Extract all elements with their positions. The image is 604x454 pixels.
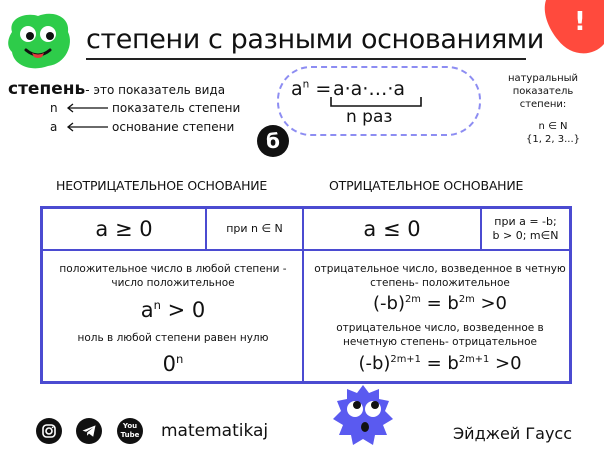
- odd-power-formula: $(-b)^{2m+1} = b^{2m+1} >0$: [358, 353, 522, 374]
- instagram-icon[interactable]: [36, 418, 62, 444]
- section-header-nonnegative: НЕОТРИЦАТЕЛЬНОЕ ОСНОВАНИЕ: [56, 178, 268, 193]
- legend-row-base: [50, 120, 234, 134]
- svg-text:!: !: [574, 7, 586, 37]
- positive-rule-formula: $a^n > 0$: [140, 298, 206, 322]
- formula-under-label: n раз: [346, 107, 393, 127]
- condition-negative: a ≤ 0: [363, 217, 421, 241]
- legend-label: показатель степени: [112, 101, 241, 115]
- legend-symbol: n: [50, 101, 58, 115]
- condition-note-right: при a = -b; b > 0; m∈N: [492, 215, 559, 242]
- section-header-negative: ОТРИЦАТЕЛЬНОЕ ОСНОВАНИЕ: [329, 178, 524, 193]
- brand-name: Эйджей Гаусс: [453, 424, 572, 443]
- legend-symbol: a: [50, 120, 58, 134]
- arrow-left-icon: [66, 103, 108, 113]
- condition-nonnegative: a ≥ 0: [95, 217, 153, 241]
- arrow-left-icon: [66, 122, 108, 132]
- table-divider-horizontal: [43, 249, 569, 251]
- natural-set: n ∈ N {1, 2, 3...}: [525, 121, 581, 145]
- title-underline: [86, 58, 526, 60]
- formula-product: a·a·…·a: [333, 78, 406, 100]
- logo-badge: б: [257, 125, 289, 157]
- condition-note-left: при n ∈ N: [226, 222, 283, 235]
- blue-mascot-icon: [333, 383, 393, 449]
- exclamation-icon: [540, 0, 604, 58]
- natural-exponent-note: натуральный показатель степени:: [507, 73, 579, 110]
- legend-row-exponent: [50, 101, 240, 115]
- legend-label: основание степени: [112, 120, 235, 134]
- page-title: степени с разными основаниями: [86, 24, 544, 55]
- positive-rule-text: положительное число в любой степени - число положительное: [59, 263, 287, 289]
- social-handle[interactable]: matematikaj: [161, 421, 269, 441]
- green-mascot-icon: [4, 10, 76, 72]
- rules-table: [40, 206, 572, 384]
- zero-rule-formula: 0$^n$: [162, 352, 184, 376]
- even-power-formula: $(-b)^{2m} = b^{2m} >0$: [373, 293, 507, 314]
- telegram-icon[interactable]: [76, 418, 102, 444]
- even-power-rule-text: отрицательное число, возведенное в четную степень- положительное: [314, 263, 566, 289]
- formula-lhs: $a^n$ =: [291, 78, 332, 100]
- odd-power-rule-text: отрицательное число, возведенное в нечетную степень- отрицательное: [336, 322, 544, 348]
- definition-line: [8, 79, 225, 99]
- definition-word: степень: [8, 79, 86, 99]
- zero-rule-text: ноль в любой степени равен нулю: [77, 332, 269, 344]
- definition-text: - это показатель вида: [85, 83, 226, 97]
- youtube-icon[interactable]: You Tube: [117, 418, 143, 444]
